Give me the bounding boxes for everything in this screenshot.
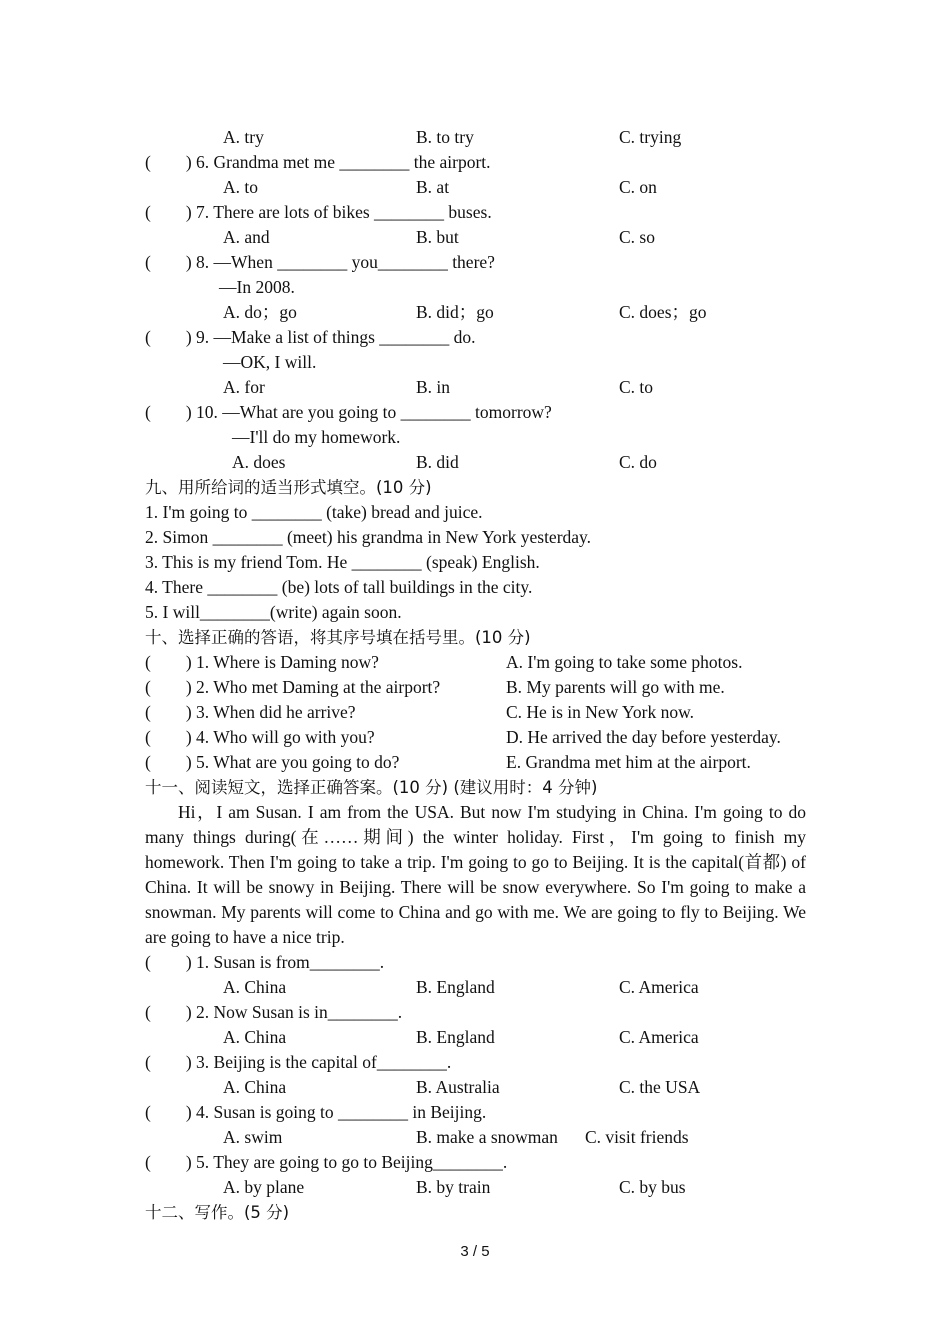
- question-stem: ( ) 5. They are going to go to Beijing________.: [145, 1152, 508, 1172]
- question-stem: ( ) 3. Beijing is the capital of________.: [145, 1052, 452, 1072]
- question-reply: —OK, I will.: [223, 352, 317, 372]
- question-stem: ( ) 10. —What are you going to ________ tomorrow?: [145, 402, 552, 422]
- match-question: ( ) 3. When did he arrive?: [145, 702, 356, 722]
- question-reply: —In 2008.: [219, 277, 295, 297]
- option-a: A. and: [223, 227, 270, 247]
- option-a: A. China: [223, 977, 287, 997]
- section-title: 九、用所给词的适当形式填空。(10 分): [145, 478, 432, 497]
- option-a: A. do；go: [223, 302, 297, 322]
- option-b: B. Australia: [416, 1077, 500, 1097]
- fill-item: 4. There ________ (be) lots of tall buildings in the city.: [145, 577, 533, 597]
- option-b: B. did: [416, 452, 459, 472]
- question-stem: ( ) 1. Susan is from________.: [145, 952, 385, 972]
- fill-item: 2. Simon ________ (meet) his grandma in New York yesterday.: [145, 527, 592, 547]
- question-stem: ( ) 9. —Make a list of things ________ do.: [145, 327, 476, 347]
- option-c: C. by bus: [619, 1177, 686, 1197]
- match-answer: E. Grandma met him at the airport.: [506, 752, 751, 772]
- match-answer: B. My parents will go with me.: [506, 677, 725, 697]
- match-question: ( ) 1. Where is Daming now?: [145, 652, 379, 672]
- question-reply: —I'll do my homework.: [232, 427, 401, 447]
- page-number: 3 / 5: [460, 1243, 490, 1260]
- option-c: C. the USA: [619, 1077, 701, 1097]
- option-c: C. on: [619, 177, 657, 197]
- option-b: B. in: [416, 377, 451, 397]
- match-question: ( ) 2. Who met Daming at the airport?: [145, 677, 441, 697]
- section-title: 十一、阅读短文，选择正确答案。(10 分) (建议用时：4 分钟): [145, 778, 598, 797]
- section-title: 十二、写作。(5 分): [145, 1203, 290, 1222]
- option-c: C. does；go: [619, 302, 707, 322]
- option-a: A. does: [232, 452, 286, 472]
- option-c: C. trying: [619, 127, 682, 147]
- fill-item: 1. I'm going to ________ (take) bread and juice.: [145, 502, 483, 522]
- match-answer: D. He arrived the day before yesterday.: [506, 727, 781, 747]
- option-c: C. visit friends: [585, 1127, 689, 1147]
- option-a: A. China: [223, 1077, 287, 1097]
- match-answer: C. He is in New York now.: [506, 702, 694, 722]
- option-c: C. America: [619, 977, 699, 997]
- option-b: B. to try: [416, 127, 474, 147]
- option-b: B. at: [416, 177, 450, 197]
- option-b: B. did；go: [416, 302, 494, 322]
- option-b: B. by train: [416, 1177, 491, 1197]
- option-b: B. England: [416, 1027, 495, 1047]
- question-stem: ( ) 4. Susan is going to ________ in Beijing.: [145, 1102, 487, 1122]
- fill-item: 5. I will________(write) again soon.: [145, 602, 402, 622]
- reading-passage: Hi，I am Susan. I am from the USA. But now I'm studying in China. I'm going to do many things during(在……期间) the winter holiday. First，I'm going to finish my homework. Then I'm going to take a trip. I'm going to go to Beijing. It is the capital(首都) of China. It will be snowy in Beijing. There will be snow everywhere. So I'm going to make a snowman. My parents will come to China and go with me. We are going to fly to Beijing. We are going to have a nice trip.: [145, 802, 806, 947]
- option-b: B. England: [416, 977, 495, 997]
- question-stem: ( ) 8. —When ________ you________ there?: [145, 252, 495, 272]
- option-c: C. to: [619, 377, 654, 397]
- question-stem: ( ) 7. There are lots of bikes ________ buses.: [145, 202, 492, 222]
- match-question: ( ) 5. What are you going to do?: [145, 752, 400, 772]
- option-c: C. America: [619, 1027, 699, 1047]
- question-stem: ( ) 6. Grandma met me ________ the airport.: [145, 152, 491, 172]
- fill-item: 3. This is my friend Tom. He ________ (speak) English.: [145, 552, 540, 572]
- option-a: A. by plane: [223, 1177, 305, 1197]
- option-b: B. make a snowman: [416, 1127, 558, 1147]
- section-title: 十、选择正确的答语，将其序号填在括号里。(10 分): [145, 628, 531, 647]
- option-b: B. but: [416, 227, 459, 247]
- option-a: A. to: [223, 177, 258, 197]
- match-question: ( ) 4. Who will go with you?: [145, 727, 375, 747]
- match-answer: A. I'm going to take some photos.: [506, 652, 743, 672]
- option-a: A. for: [223, 377, 265, 397]
- option-a: A. swim: [223, 1127, 283, 1147]
- option-a: A. China: [223, 1027, 287, 1047]
- option-c: C. so: [619, 227, 655, 247]
- option-a: A. try: [223, 127, 264, 147]
- question-stem: ( ) 2. Now Susan is in________.: [145, 1002, 403, 1022]
- option-c: C. do: [619, 452, 657, 472]
